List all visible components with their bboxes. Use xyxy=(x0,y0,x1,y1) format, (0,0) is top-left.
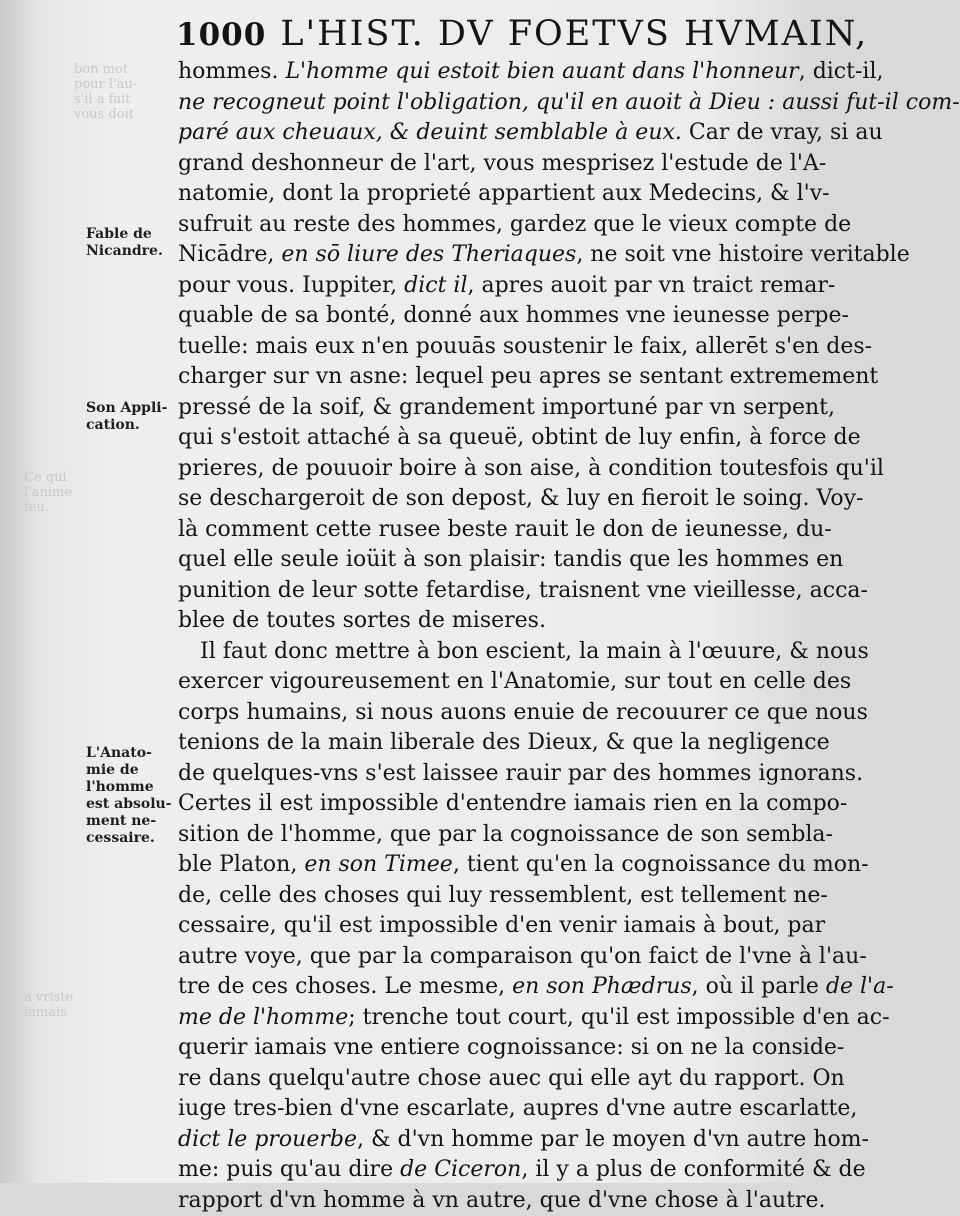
text-run: rapport d'vn homme à vn autre, que d'vne chose à l'autre. xyxy=(178,1188,826,1213)
text-run: , tient qu'en la cognoissance du mon- xyxy=(453,852,869,877)
text-line xyxy=(178,576,784,607)
text-line xyxy=(178,606,784,637)
text-run: ble Platon, xyxy=(178,852,304,877)
text-line xyxy=(178,667,784,698)
margin-note-line: l'homme xyxy=(86,779,176,796)
text-run: exercer vigoureusement en l'Anatomie, sur tout en celle des xyxy=(178,669,851,694)
bleed-through-line: bon mot xyxy=(74,62,137,77)
text-line xyxy=(178,88,784,119)
text-line xyxy=(178,393,784,424)
margin-note-line: mie de xyxy=(86,762,176,779)
margin-note-line: Nicandre. xyxy=(86,243,176,260)
text-run: Il faut donc mettre à bon escient, la main à l'œuure, & nous xyxy=(200,639,869,664)
text-run: là comment cette rusee beste rauit le don de ieunesse, du- xyxy=(178,517,832,542)
text-line xyxy=(178,484,784,515)
margin-note-line: Fable de xyxy=(86,226,176,243)
text-run: me: puis qu'au dire xyxy=(178,1157,400,1182)
text-run: , dict-il, xyxy=(799,59,884,84)
text-run: natomie, dont la proprieté appartient aux Medecins, & l'v- xyxy=(178,181,830,206)
text-line xyxy=(178,911,784,942)
text-line xyxy=(178,179,784,210)
italic-run: de Ciceron xyxy=(400,1157,521,1182)
margin-note-anatomy xyxy=(86,745,176,847)
italic-run: en son Timee xyxy=(304,852,453,877)
italic-run: L'homme qui estoit bien auant dans l'honneur xyxy=(285,59,798,84)
text-run: de, celle des choses qui luy ressemblent, est tellement ne- xyxy=(178,883,828,908)
text-line xyxy=(178,1003,784,1034)
text-run: querir iamais vne entiere cognoissance: si on ne la conside- xyxy=(178,1035,844,1060)
text-line xyxy=(178,728,784,759)
running-title: L'HIST. DV FOETVS HVMAIN, xyxy=(280,14,868,54)
text-run: sition de l'homme, que par la cognoissance de son sembla- xyxy=(178,822,833,847)
text-line xyxy=(178,759,784,790)
text-line xyxy=(178,1064,784,1095)
text-run: pressé de la soif, & grandement importuné par vn serpent, xyxy=(178,395,835,420)
text-line xyxy=(178,118,784,149)
text-line xyxy=(178,545,784,576)
text-run: prieres, de pouuoir boire à son aise, à condition toutesfois qu'il xyxy=(178,456,884,481)
text-line xyxy=(178,789,784,820)
text-run: charger sur vn asne: lequel peu apres se sentant extremement xyxy=(178,364,878,389)
text-run: tenions de la main liberale des Dieux, & que la negligence xyxy=(178,730,830,755)
page-header xyxy=(176,14,786,62)
text-line xyxy=(178,1033,784,1064)
text-line xyxy=(178,637,784,668)
text-line xyxy=(178,881,784,912)
bleed-through-line: s'il a fait xyxy=(74,92,137,107)
italic-run: dict il xyxy=(404,273,467,298)
italic-run: en son Phædrus xyxy=(512,974,692,999)
bleed-through-note xyxy=(74,62,137,122)
text-run: , ne soit vne histoire veritable xyxy=(576,242,909,267)
text-run: , apres auoit par vn traict remar- xyxy=(468,273,836,298)
italic-run: paré aux cheuaux, & deuint semblable à eux. xyxy=(178,120,682,145)
italic-run: en sō liure des Theriaques xyxy=(281,242,576,267)
italic-run: ne recogneut point l'obligation, qu'il en auoit à Dieu : aussi fut-il com- xyxy=(178,90,960,115)
body-text xyxy=(178,57,784,1216)
text-run: quel elle seule ioüit à son plaisir: tandis que les hommes en xyxy=(178,547,843,572)
text-run: Nicādre, xyxy=(178,242,281,267)
text-line xyxy=(178,850,784,881)
bleed-through-note xyxy=(24,470,72,515)
text-run: de quelques-vns s'est laissee rauir par des hommes ignorans. xyxy=(178,761,863,786)
margin-note-line: ment ne- xyxy=(86,813,176,830)
text-run: cessaire, qu'il est impossible d'en venir iamais à bout, par xyxy=(178,913,825,938)
text-run: tre de ces choses. Le mesme, xyxy=(178,974,512,999)
text-line xyxy=(178,240,784,271)
text-line xyxy=(178,423,784,454)
text-line xyxy=(178,1125,784,1156)
text-run: blee de toutes sortes de miseres. xyxy=(178,608,546,633)
text-line xyxy=(178,1186,784,1216)
bleed-through-line: Ce qui xyxy=(24,470,72,485)
text-line xyxy=(178,210,784,241)
margin-note-line: cessaire. xyxy=(86,830,176,847)
bleed-through-line: a vriste xyxy=(24,990,73,1005)
text-line xyxy=(178,515,784,546)
text-line xyxy=(178,454,784,485)
margin-note-line: Son Appli- xyxy=(86,400,176,417)
margin-note-line: L'Anato- xyxy=(86,745,176,762)
text-line xyxy=(178,820,784,851)
text-run: Car de vray, si au xyxy=(682,120,883,145)
text-run: se deschargeroit de son depost, & luy en fieroit le soing. Voy- xyxy=(178,486,863,511)
text-run: , où il parle xyxy=(692,974,826,999)
text-line xyxy=(178,942,784,973)
text-run: ; trenche tout court, qu'il est impossible d'en ac- xyxy=(348,1005,889,1030)
margin-note-application xyxy=(86,400,176,434)
text-line xyxy=(178,332,784,363)
text-run: hommes. xyxy=(178,59,285,84)
bleed-through-line: vous doit xyxy=(74,107,137,122)
text-run: iuge tres-bien d'vne escarlate, aupres d'vne autre escarlatte, xyxy=(178,1096,857,1121)
text-line xyxy=(178,1094,784,1125)
italic-run: dict le prouerbe xyxy=(178,1127,357,1152)
text-line xyxy=(178,972,784,1003)
text-run: tuelle: mais eux n'en pouuās soustenir le faix, allerēt s'en des- xyxy=(178,334,872,359)
margin-note-fable xyxy=(86,226,176,260)
bleed-through-line: feu. xyxy=(24,500,72,515)
text-line xyxy=(178,57,784,88)
bleed-through-line: pour l'au- xyxy=(74,77,137,92)
text-run: , & d'vn homme par le moyen d'vn autre hom- xyxy=(357,1127,869,1152)
text-line xyxy=(178,1155,784,1186)
bleed-through-line: l'anime xyxy=(24,485,72,500)
text-line xyxy=(178,149,784,180)
text-run: punition de leur sotte fetardise, traisnent vne vieillesse, acca- xyxy=(178,578,868,603)
text-run: quable de sa bonté, donné aux hommes vne ieunesse perpe- xyxy=(178,303,849,328)
text-run: grand deshonneur de l'art, vous mesprisez l'estude de l'A- xyxy=(178,151,826,176)
text-line xyxy=(178,698,784,729)
text-run: sufruit au reste des hommes, gardez que le vieux compte de xyxy=(178,212,851,237)
page-number: 1000 xyxy=(176,17,266,53)
bleed-through-note xyxy=(24,990,73,1020)
text-run: qui s'estoit attaché à sa queuë, obtint de luy enfin, à force de xyxy=(178,425,861,450)
text-line xyxy=(178,271,784,302)
text-line xyxy=(178,362,784,393)
text-run: , il y a plus de conformité & de xyxy=(521,1157,865,1182)
text-run: corps humains, si nous auons enuie de recouurer ce que nous xyxy=(178,700,868,725)
text-line xyxy=(178,301,784,332)
italic-run: me de l'homme xyxy=(178,1005,348,1030)
bleed-through-line: iamais xyxy=(24,1005,73,1020)
margin-note-line: est absolu- xyxy=(86,796,176,813)
text-run: re dans quelqu'autre chose auec qui elle ayt du rapport. On xyxy=(178,1066,845,1091)
text-run: Certes il est impossible d'entendre iamais rien en la compo- xyxy=(178,791,847,816)
text-run: pour vous. Iuppiter, xyxy=(178,273,404,298)
margin-note-line: cation. xyxy=(86,417,176,434)
italic-run: de l'a- xyxy=(826,974,894,999)
text-run: autre voye, que par la comparaison qu'on faict de l'vne à l'au- xyxy=(178,944,867,969)
